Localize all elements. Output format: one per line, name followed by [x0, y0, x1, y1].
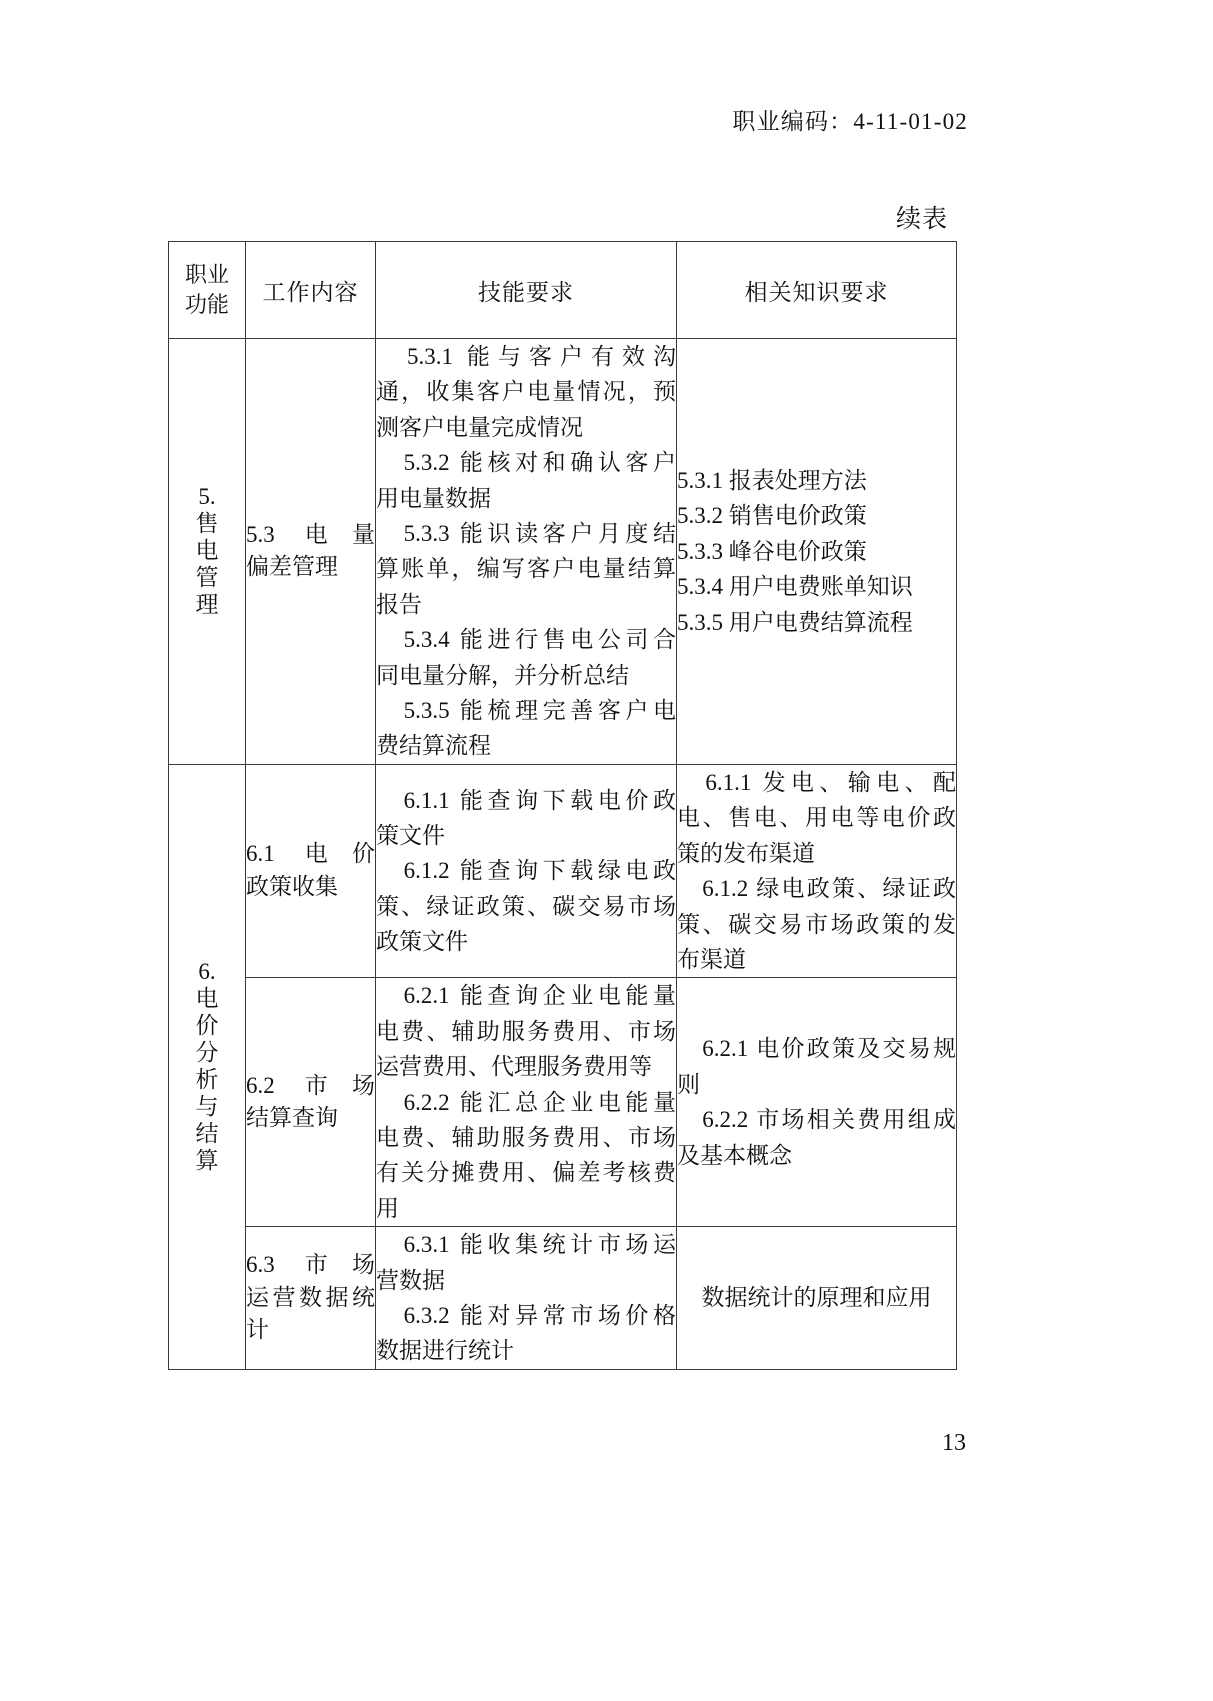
knowledge-requirement-list	[677, 463, 956, 640]
table-row	[169, 1227, 957, 1370]
skill-requirement-line: 5.3.5 能梳理完善客户电	[376, 698, 676, 724]
work-content-line: 6.1 电价	[246, 841, 375, 867]
knowledge-requirement-line: 6.2.1 电价政策及交易规	[677, 1036, 956, 1062]
work-content-line: 6.3 市场	[246, 1251, 375, 1277]
table-continued-caption: 续表	[895, 206, 948, 233]
skill-requirement-line: 营数据	[376, 1267, 445, 1293]
function-label-char: 电	[195, 537, 219, 563]
knowledge-requirement-cell-item	[677, 871, 956, 977]
knowledge-requirement-item: 5.3.4 用户电费账单知识	[677, 574, 913, 600]
function-cell	[169, 339, 246, 765]
skill-requirement-line: 通，收集客户电量情况，预	[376, 379, 676, 405]
work-content-text	[246, 838, 375, 903]
skill-requirement-line: 政策文件	[376, 929, 468, 955]
knowledge-requirement-line: 6.2.2 市场相关费用组成	[677, 1107, 956, 1133]
work-content-line: 5.3 电量	[246, 521, 375, 547]
skill-requirement-cell	[376, 339, 677, 765]
knowledge-requirement-line: 策、碳交易市场政策的发	[677, 911, 956, 937]
skill-requirement-line: 用电量数据	[376, 485, 491, 511]
work-content-line: 政策收集	[246, 874, 338, 900]
running-head-occupation-code: 职业编码：4-11-01-02	[732, 109, 968, 134]
table-row	[169, 764, 957, 977]
work-content-text	[246, 1249, 375, 1347]
skill-requirement-line: 同电量分解，并分析总结	[376, 662, 629, 688]
skill-requirement-line: 5.3.4 能进行售电公司合	[376, 627, 676, 653]
function-label-stack	[169, 484, 245, 619]
skill-requirement-line: 策、绿证政策、碳交易市场	[376, 893, 676, 919]
skill-requirement-line: 6.1.1 能查询下载电价政	[376, 787, 676, 813]
skill-requirement-line: 6.3.1 能收集统计市场运	[376, 1232, 676, 1258]
skill-requirement-line: 费结算流程	[376, 733, 491, 759]
skill-requirement-line: 报告	[376, 591, 422, 617]
knowledge-requirement-item: 数据统计的原理和应用	[701, 1284, 932, 1310]
skill-requirement-line: 电费、辅助服务费用、市场	[376, 1018, 676, 1044]
work-content-cell	[246, 339, 376, 765]
skill-requirement-line: 运营费用、代理服务费用等	[376, 1054, 652, 1080]
function-label-char: 售	[195, 511, 219, 537]
function-label-char: 管	[195, 564, 219, 590]
knowledge-requirement-cell	[677, 764, 957, 977]
work-content-cell	[246, 1227, 376, 1370]
skill-requirement-line: 6.3.2 能对异常市场价格	[376, 1302, 676, 1328]
function-cell	[169, 764, 246, 1369]
knowledge-requirement-item: 5.3.5 用户电费结算流程	[677, 609, 913, 635]
skill-requirement-line: 算账单，编写客户电量结算	[376, 556, 676, 582]
function-label-char: 分	[195, 1039, 219, 1065]
function-label-char: 析	[195, 1066, 219, 1092]
work-content-line: 6.2 市场	[246, 1072, 375, 1098]
skill-requirement-cell	[376, 1227, 677, 1370]
skill-requirement-line: 有关分摊费用、偏差考核费	[376, 1160, 676, 1186]
knowledge-requirement-cell	[677, 1227, 957, 1370]
column-header-work-content: 工作内容	[246, 242, 376, 339]
skill-requirement-cell-item	[376, 339, 676, 445]
table-header-row	[169, 242, 957, 339]
page-number: 13	[942, 1430, 966, 1456]
skill-requirement-cell-item	[376, 1085, 676, 1227]
knowledge-requirement-line: 布渠道	[677, 946, 746, 972]
skill-requirement-cell-item	[376, 622, 676, 693]
skill-requirement-line: 数据进行统计	[376, 1338, 514, 1364]
skill-requirement-line: 5.3.2 能核对和确认客户	[376, 450, 676, 476]
skill-requirement-cell-item	[376, 1298, 676, 1369]
knowledge-requirement-line: 策的发布渠道	[677, 840, 815, 866]
table-body	[169, 339, 957, 1370]
knowledge-requirement-line: 则	[677, 1071, 700, 1097]
column-header-knowledge-requirement: 相关知识要求	[677, 242, 957, 339]
spec-table-container	[168, 241, 956, 1370]
skill-requirement-line: 6.2.2 能汇总企业电能量	[376, 1089, 676, 1115]
knowledge-requirement-cell	[677, 978, 957, 1227]
column-header-function	[169, 242, 246, 339]
work-content-line: 计	[246, 1317, 269, 1343]
function-label-char: 结	[195, 1120, 219, 1146]
table-row	[169, 339, 957, 765]
work-content-cell	[246, 978, 376, 1227]
function-label-char: 理	[195, 591, 219, 617]
column-header-function-line2: 功能	[184, 292, 229, 317]
function-label-char: 6.	[198, 959, 216, 985]
knowledge-requirement-item: 5.3.1 报表处理方法	[677, 467, 867, 493]
skill-requirement-line: 用	[376, 1195, 399, 1221]
work-content-line: 运营数据统	[246, 1284, 375, 1310]
skill-requirement-line: 5.3.3 能识读客户月度结	[376, 521, 676, 547]
knowledge-requirement-line: 6.1.2 绿电政策、绿证政	[677, 876, 956, 902]
knowledge-requirement-line: 电、售电、用电等电价政	[677, 805, 956, 831]
knowledge-requirement-line: 6.1.1 发电、输电、配	[677, 769, 956, 795]
skill-requirement-line: 6.1.2 能查询下载绿电政	[376, 858, 676, 884]
skill-requirement-cell-item	[376, 1227, 676, 1298]
skill-requirement-cell-item	[376, 853, 676, 959]
knowledge-requirement-cell-item	[677, 1102, 956, 1173]
work-content-line: 偏差管理	[246, 554, 338, 580]
column-header-function-line1: 职业	[184, 261, 229, 287]
function-label-char: 5.	[198, 484, 216, 510]
work-content-text	[246, 519, 375, 584]
knowledge-requirement-cell-item	[677, 765, 956, 871]
skill-requirement-cell-item	[376, 516, 676, 622]
skill-requirement-line: 电费、辅助服务费用、市场	[376, 1124, 676, 1150]
skill-requirement-cell-item	[376, 693, 676, 764]
column-header-skill-requirement: 技能要求	[376, 242, 677, 339]
knowledge-requirement-item: 5.3.3 峰谷电价政策	[677, 538, 867, 564]
skill-requirement-cell-item	[376, 445, 676, 516]
table-row	[169, 978, 957, 1227]
skill-requirement-line: 5.3.1 能与客户有效沟	[376, 344, 676, 369]
skill-requirement-line: 6.2.1 能查询企业电能量	[376, 983, 676, 1009]
knowledge-requirement-cell-item	[677, 1031, 956, 1102]
work-content-line: 结算查询	[246, 1105, 338, 1131]
function-label-char: 与	[195, 1093, 219, 1119]
work-content-cell	[246, 764, 376, 977]
function-label-char: 价	[195, 1013, 219, 1039]
skill-requirement-line: 测客户电量完成情况	[376, 414, 583, 440]
knowledge-requirement-line: 及基本概念	[677, 1142, 792, 1168]
skill-requirement-cell-item	[376, 978, 676, 1084]
skill-requirement-cell	[376, 978, 677, 1227]
work-content-text	[246, 1070, 375, 1135]
skill-requirement-line: 策文件	[376, 822, 445, 848]
function-label-char: 电	[195, 986, 219, 1012]
function-label-stack	[169, 959, 245, 1174]
knowledge-requirement-item: 5.3.2 销售电价政策	[677, 503, 867, 529]
skill-requirement-cell	[376, 764, 677, 977]
skill-requirement-cell-item	[376, 783, 676, 854]
knowledge-requirement-cell	[677, 339, 957, 765]
function-label-char: 算	[195, 1147, 219, 1173]
occupational-spec-table	[168, 241, 957, 1370]
